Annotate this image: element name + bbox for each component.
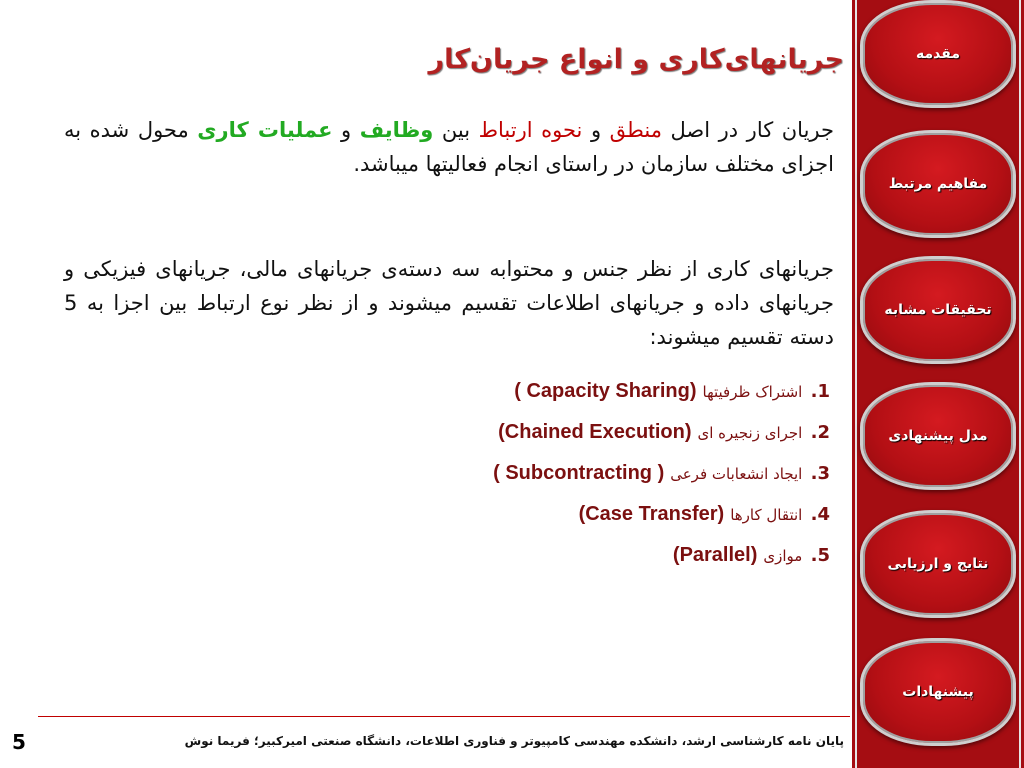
item-number: 5. <box>810 545 830 566</box>
sidebar-nav <box>852 0 1024 768</box>
list-item <box>230 538 830 579</box>
nav-button-proposed-model[interactable] <box>860 382 1016 490</box>
highlight-vazayef: وظایف <box>359 118 434 142</box>
list-item <box>230 415 830 456</box>
list-item <box>230 374 830 415</box>
highlight-nahve: نحوه ارتباط <box>478 118 583 142</box>
item-number: 3. <box>810 463 830 484</box>
highlight-amaliat: عملیات کاری <box>197 118 333 142</box>
item-number: 2. <box>810 422 830 443</box>
workflow-types-list <box>230 374 830 579</box>
nav-label: نتایج و ارزیابی <box>887 556 989 572</box>
highlight-mantegh: منطق <box>609 118 662 142</box>
nav-label: پیشنهادات <box>902 684 974 700</box>
list-item <box>230 497 830 538</box>
nav-button-suggestions[interactable] <box>860 638 1016 746</box>
item-label-en: ( Subcontracting ) <box>493 462 665 484</box>
classification-paragraph: جریانهای کاری از نظر جنس و محتوابه سه دسته‌ی جریانهای مالی، جریانهای فیزیکی و جریانهای داده و جریانهای اطلاعات تقسیم میشوند و از نظر نوع ارتباط بین اجزا به 5 دسته تقسیم میشوند: <box>64 257 834 349</box>
nav-label: تحقیقات مشابه <box>884 302 992 318</box>
item-number: 4. <box>810 504 830 525</box>
item-label-en: (Chained Execution) <box>498 421 692 443</box>
nav-button-intro[interactable] <box>860 0 1016 108</box>
intro-text-3: بین <box>433 118 479 142</box>
intro-text-1: جریان کار در اصل <box>661 118 834 142</box>
item-label-fa: ایجاد انشعابات فرعی <box>670 465 803 483</box>
sidebar-stripe <box>1019 0 1021 768</box>
nav-button-similar-research[interactable] <box>860 256 1016 364</box>
page-title: جریانهای‌کاری و انواع جریان‌کار <box>428 44 844 75</box>
item-label-en: (Capacity Sharing ) <box>514 380 697 402</box>
list-item <box>230 456 830 497</box>
item-label-fa: اشتراک ظرفیتها <box>702 383 803 401</box>
page-number: 5 <box>12 730 26 754</box>
item-number: 1. <box>810 381 830 402</box>
nav-label: مقدمه <box>916 46 960 62</box>
item-label-fa: انتقال کارها <box>730 506 803 524</box>
nav-label: مدل پیشنهادی <box>888 428 988 444</box>
nav-button-related-concepts[interactable] <box>860 130 1016 238</box>
intro-text-5: محول شده به اجزای مختلف سازمان در راستای انجام فعالیتها میباشد. <box>64 118 834 176</box>
nav-button-results[interactable] <box>860 510 1016 618</box>
footer-divider <box>38 716 850 717</box>
footer-text: پایان نامه کارشناسی ارشد، دانشکده مهندسی کامپیوتر و فناوری اطلاعات، دانشگاه صنعتی امیرکبیر؛ فریما نوش <box>184 734 844 748</box>
intro-text-2: و <box>582 118 610 142</box>
sidebar-stripe <box>855 0 857 768</box>
item-label-en: (Case Transfer) <box>578 503 725 525</box>
item-label-en: (Parallel) <box>672 544 758 566</box>
item-label-fa: اجرای زنجیره ای <box>697 424 803 442</box>
intro-text-4: و <box>332 118 360 142</box>
intro-paragraph <box>64 113 834 181</box>
item-label-fa: موازی <box>763 547 803 565</box>
nav-label: مفاهیم مرتبط <box>888 176 988 192</box>
